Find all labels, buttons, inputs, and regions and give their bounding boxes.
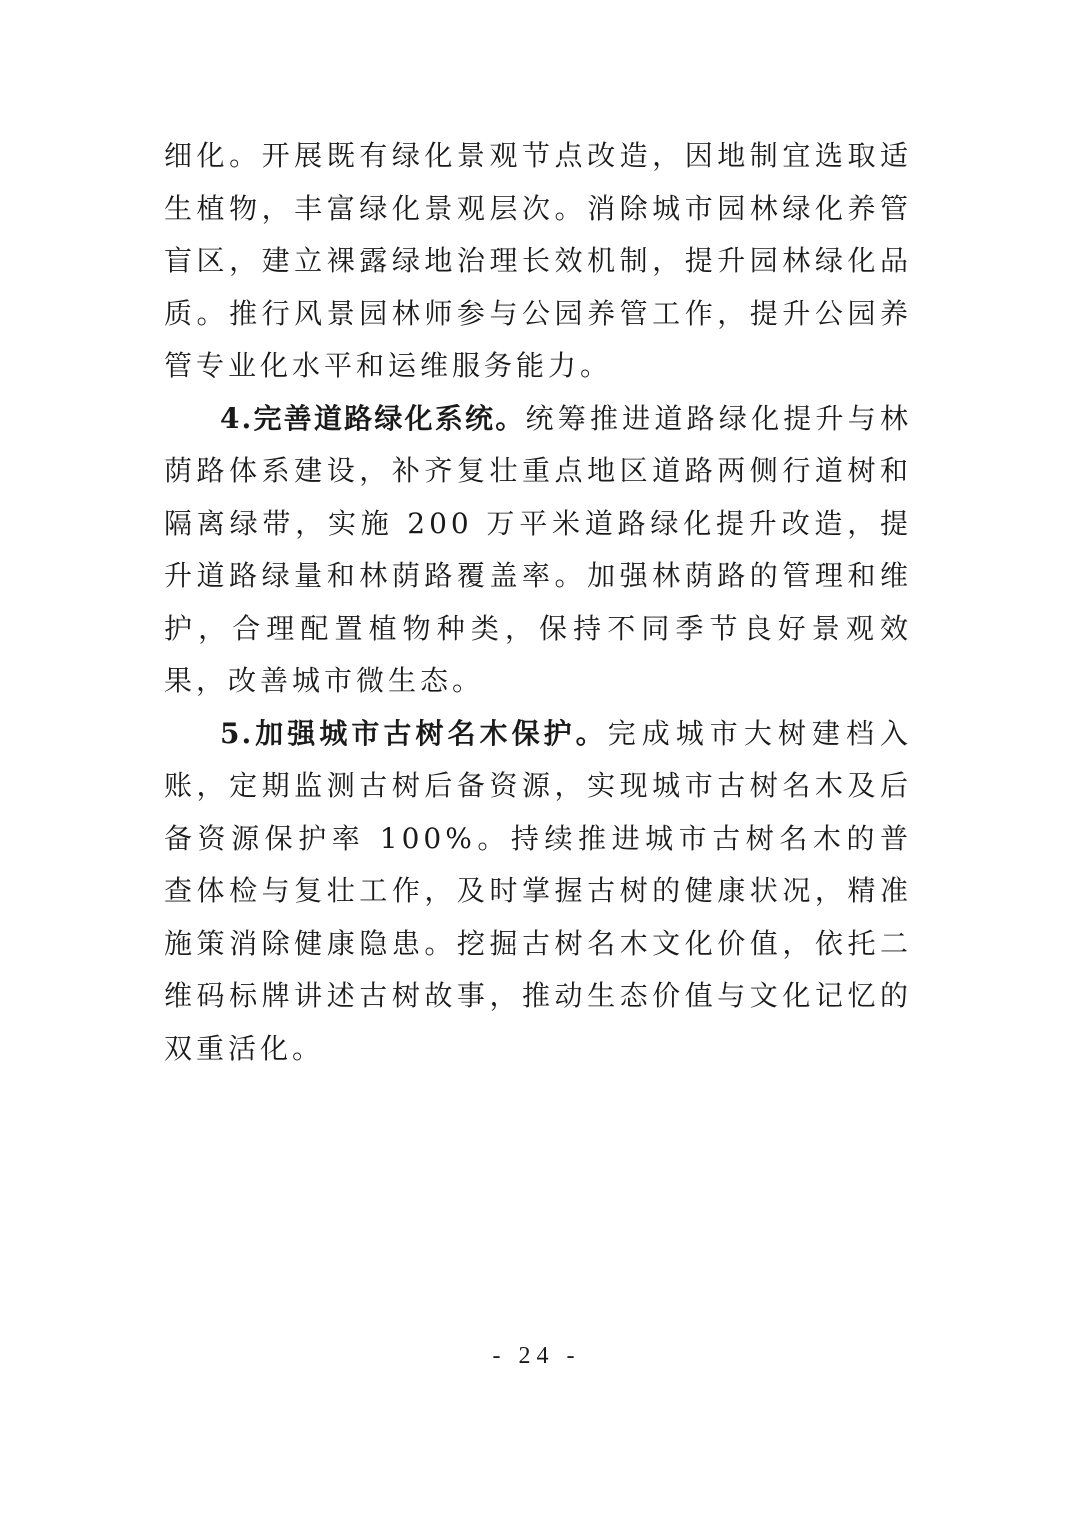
paragraph-ancient-trees xyxy=(164,708,912,1076)
paragraph-text: 细化。开展既有绿化景观节点改造，因地制宜选取适生植物，丰富绿化景观层次。消除城市园林绿化养管盲区，建立裸露绿地治理长效机制，提升园林绿化品质。推行风景园林师参与公园养管工作，提升公园养管专业化水平和运维服务能力。 xyxy=(164,139,912,382)
paragraph-heading: 4.完善道路绿化系统。 xyxy=(220,401,526,435)
paragraph-road-greening xyxy=(164,393,912,708)
document-body xyxy=(164,130,912,1075)
paragraph-text: 完成城市大树建档入账，定期监测古树后备资源，实现城市古树名木及后备资源保护率 100%。持续推进城市古树名木的普查体检与复壮工作，及时掌握古树的健康状况，精准施策消除健康隐患。挖掘古树名木文化价值，依托二维码标牌讲述古树故事，推动生态价值与文化记忆的双重活化。 xyxy=(164,716,912,1065)
page-number: - 24 - xyxy=(492,1343,581,1369)
paragraph-continued xyxy=(164,130,912,393)
paragraph-text: 统筹推进道路绿化提升与林荫路体系建设，补齐复壮重点地区道路两侧行道树和隔离绿带，实施 200 万平米道路绿化提升改造，提升道路绿量和林荫路覆盖率。加强林荫路的管理和维护，合理配置植物种类，保持不同季节良好景观效果，改善城市微生态。 xyxy=(164,401,912,697)
paragraph-heading: 5.加强城市古树名木保护。 xyxy=(220,716,608,750)
